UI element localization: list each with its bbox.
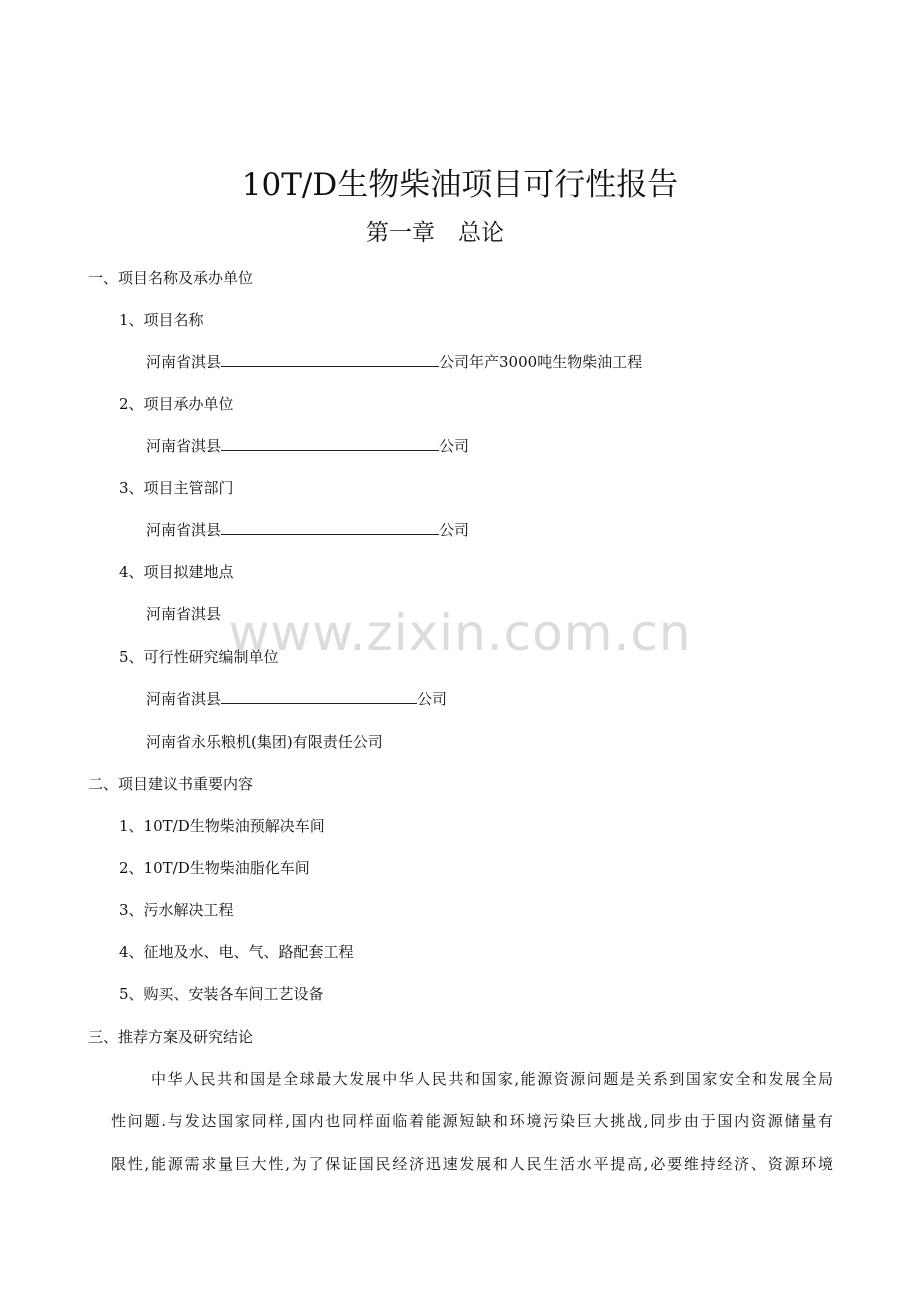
item-project-name-value (146, 351, 642, 373)
section-2-heading: 二、项目建议书重要内容 (88, 775, 254, 793)
prefix-text: 河南省淇县 (146, 437, 222, 455)
item-study-unit-value (146, 688, 447, 710)
list-item: 3、污水解决工程 (119, 901, 234, 919)
list-item: 1、10T/D生物柴油预解决车间 (119, 817, 325, 835)
item-site-value: 河南省淇县 (146, 605, 222, 623)
fill-in-blank (221, 352, 439, 367)
suffix-text: 公司年产3000吨生物柴油工程 (439, 353, 643, 371)
fill-in-blank (221, 436, 439, 451)
section-3-heading: 三、推荐方案及研究结论 (88, 1028, 254, 1046)
chapter-heading: 第一章 总论 (366, 220, 504, 246)
item-organizer-label: 2、项目承办单位 (119, 395, 234, 413)
document-title: 10T/D生物柴油项目可行性报告 (241, 167, 679, 203)
suffix-text: 公司 (439, 437, 470, 455)
section-1-heading: 一、项目名称及承办单位 (88, 269, 254, 287)
list-item: 2、10T/D生物柴油脂化车间 (119, 859, 310, 877)
item-study-unit-label: 5、可行性研究编制单位 (119, 648, 279, 666)
suffix-text: 公司 (439, 521, 470, 539)
item-study-unit-company: 河南省永乐粮机(集团)有限责任公司 (146, 733, 383, 751)
list-item: 4、征地及水、电、气、路配套工程 (119, 943, 354, 961)
item-site-label: 4、项目拟建地点 (119, 563, 234, 581)
list-item: 5、购买、安装各车间工艺设备 (119, 985, 324, 1003)
paragraph-line: 限性,能源需求量巨大性,为了保证国民经济迅速发展和人民生活水平提高,必要维持经济、资源环境 (111, 1155, 833, 1173)
watermark: www.zixin.com.cn (228, 604, 692, 662)
fill-in-blank (221, 689, 417, 704)
item-department-value (146, 519, 469, 541)
prefix-text: 河南省淇县 (146, 521, 222, 539)
fill-in-blank (221, 520, 439, 535)
item-project-name-label: 1、项目名称 (119, 311, 204, 329)
paragraph-line: 性问题.与发达国家同样,国内也同样面临着能源短缺和环境污染巨大挑战,同步由于国内资源储量有 (111, 1112, 833, 1130)
prefix-text: 河南省淇县 (146, 353, 222, 371)
suffix-text: 公司 (417, 690, 448, 708)
item-department-label: 3、项目主管部门 (119, 479, 234, 497)
paragraph-line: 中华人民共和国是全球最大发展中华人民共和国家,能源资源问题是关系到国家安全和发展全局 (151, 1070, 833, 1088)
prefix-text: 河南省淇县 (146, 690, 222, 708)
item-organizer-value (146, 435, 469, 457)
